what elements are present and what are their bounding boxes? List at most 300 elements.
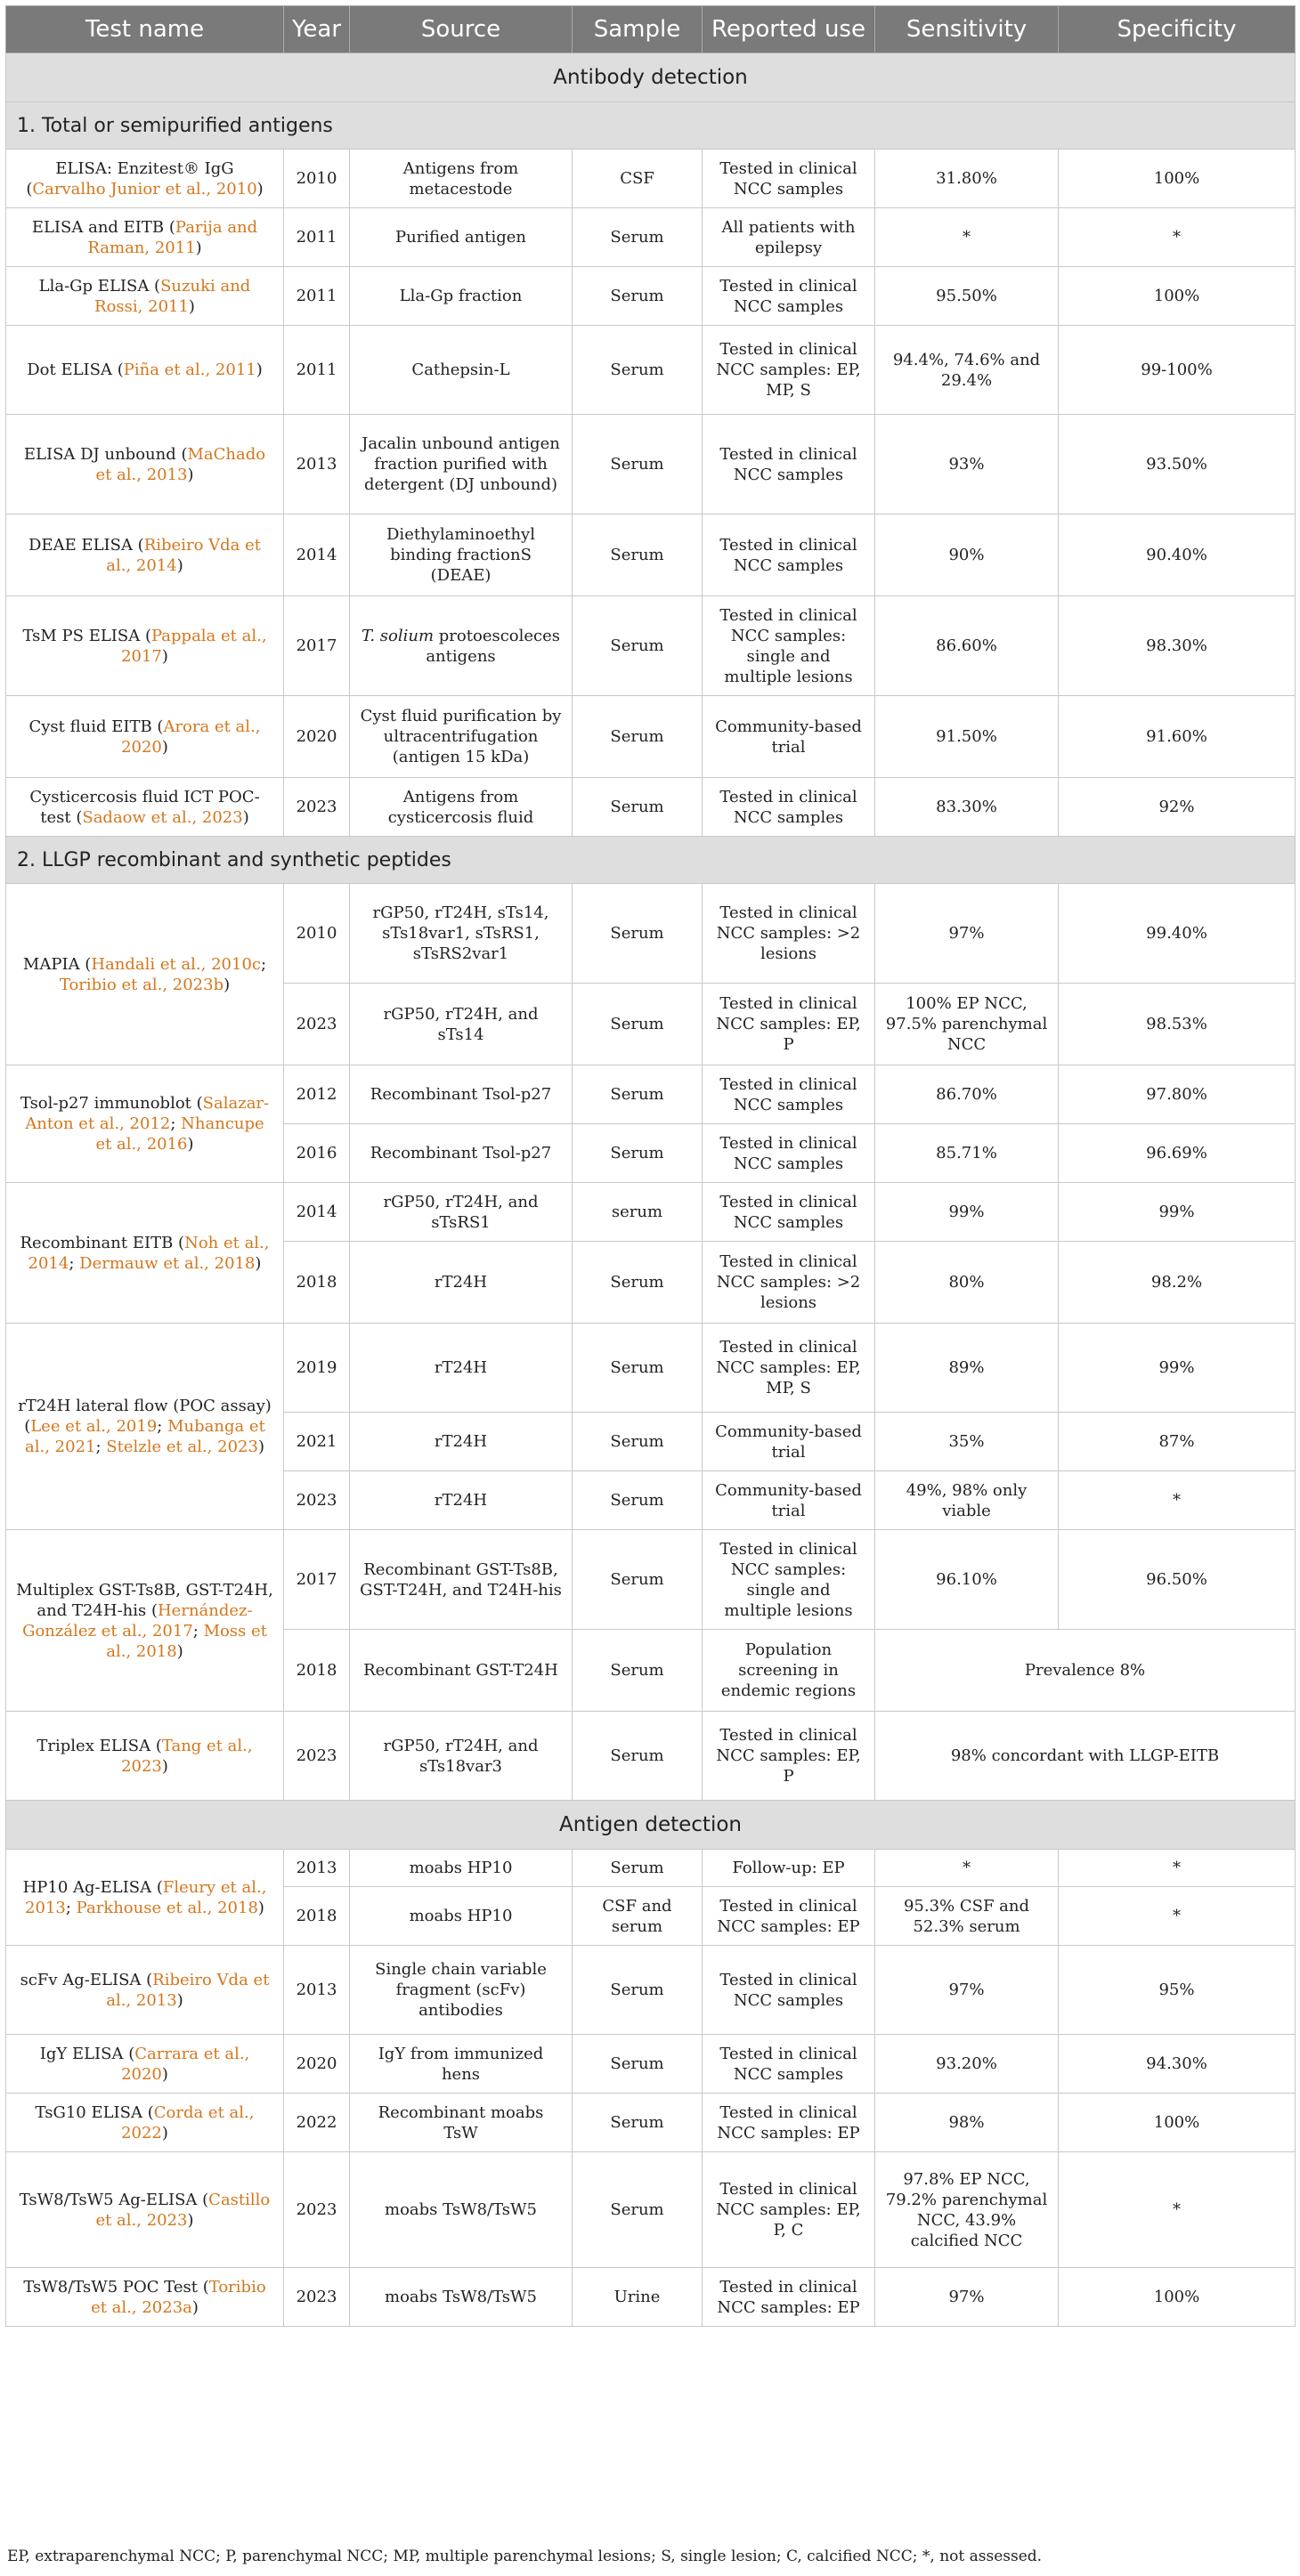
use-cell: Tested in clinical NCC samples: EP, MP, S	[703, 1324, 875, 1413]
test-name: ELISA: Enzitest® IgG (	[26, 158, 234, 198]
citation-link[interactable]: Nhancupe et al., 2016	[95, 1114, 264, 1154]
test-name: Cysticercosis fluid ICT POC-test (	[29, 787, 260, 827]
test-name-cell	[6, 267, 284, 326]
table-row	[6, 514, 1296, 596]
source-cell: rT24H	[350, 1413, 573, 1471]
use-cell: Community-based trial	[703, 696, 875, 778]
sensitivity-cell: 97%	[875, 2268, 1059, 2327]
citation-separator: ;	[170, 1114, 182, 1133]
sample-cell: Serum	[573, 267, 703, 326]
test-name-cell	[6, 150, 284, 208]
specificity-cell: 99%	[1059, 1183, 1296, 1242]
subsection-llgp-peptides: 2. LLGP recombinant and synthetic peptides	[6, 837, 1296, 884]
test-name-close: )	[195, 238, 202, 257]
specificity-cell: 97.80%	[1059, 1065, 1296, 1124]
specificity-cell: *	[1059, 1887, 1296, 1946]
use-cell: Tested in clinical NCC samples	[703, 150, 875, 208]
year-cell: 2020	[284, 696, 350, 778]
year-cell: 2013	[284, 1850, 350, 1887]
header-sensitivity: Sensitivity	[875, 6, 1059, 53]
specificity-cell: 98.53%	[1059, 984, 1296, 1065]
source-cell: Single chain variable fragment (scFv) antibodies	[350, 1946, 573, 2035]
source-cell: Recombinant GST-T24H	[350, 1630, 573, 1712]
source-cell: rGP50, rT24H, and sTs14	[350, 984, 573, 1065]
test-name-cell	[6, 596, 284, 696]
sensitivity-cell: 95.3% CSF and 52.3% serum	[875, 1887, 1059, 1946]
year-cell: 2023	[284, 2152, 350, 2268]
sample-cell: Serum	[573, 2152, 703, 2268]
sample-cell: Serum	[573, 514, 703, 596]
table-row	[6, 326, 1296, 415]
sample-cell: Serum	[573, 984, 703, 1065]
use-cell: Tested in clinical NCC samples: >2 lesions	[703, 1242, 875, 1324]
year-cell: 2021	[284, 1413, 350, 1471]
source-cell: Purified antigen	[350, 208, 573, 267]
source-cell: Cathepsin-L	[350, 326, 573, 415]
sensitivity-cell: 86.60%	[875, 596, 1059, 696]
test-name: ELISA and EITB (	[31, 217, 175, 237]
test-name: rT24H lateral flow (POC assay) (	[18, 1397, 272, 1436]
specificity-cell: 99%	[1059, 1324, 1296, 1413]
year-cell: 2022	[284, 2094, 350, 2152]
test-name-cell	[6, 2152, 284, 2268]
test-name-close: )	[256, 179, 264, 198]
sensitivity-cell: 99%	[875, 1183, 1059, 1242]
section-antibody-detection: Antibody detection	[6, 53, 1296, 102]
table-row	[6, 208, 1296, 267]
citation-link[interactable]: MaChado et al., 2013	[95, 444, 266, 484]
sample-cell: Serum	[573, 208, 703, 267]
specificity-cell: 92%	[1059, 778, 1296, 837]
specificity-cell: *	[1059, 1850, 1296, 1887]
year-cell: 2013	[284, 415, 350, 514]
year-cell: 2010	[284, 150, 350, 208]
test-name-cell	[6, 696, 284, 778]
test-name-close: )	[161, 2123, 168, 2143]
table-row	[6, 2035, 1296, 2094]
citation-link[interactable]: Pappala et al., 2017	[121, 626, 267, 666]
source-cell: rGP50, rT24H, sTs14, sTs18var1, sTsRS1, sTsRS2var1	[350, 884, 573, 984]
year-cell: 2020	[284, 2035, 350, 2094]
test-name-close: )	[257, 1898, 264, 1917]
citation-link[interactable]: Toribio et al., 2023b	[59, 975, 224, 994]
test-name-cell	[6, 415, 284, 514]
test-name-cell	[6, 208, 284, 267]
source-cell: Diethylaminoethyl binding fractionS (DEAE)	[350, 514, 573, 596]
source-cell: moabs TsW8/TsW5	[350, 2152, 573, 2268]
source-cell	[350, 596, 573, 696]
year-cell: 2023	[284, 778, 350, 837]
citation-link[interactable]: Hernández-González et al., 2017	[22, 1600, 253, 1640]
specificity-cell: 90.40%	[1059, 514, 1296, 596]
source-cell: Antigens from cysticercosis fluid	[350, 778, 573, 837]
use-cell: Tested in clinical NCC samples: EP, MP, S	[703, 326, 875, 415]
test-name-cell	[6, 326, 284, 415]
test-name-cell	[6, 2035, 284, 2094]
specificity-cell: 100%	[1059, 2094, 1296, 2152]
year-cell: 2011	[284, 267, 350, 326]
citation-link[interactable]: Stelzle et al., 2023	[106, 1438, 258, 1456]
sample-cell: Serum	[573, 884, 703, 984]
citation-link[interactable]: Toribio et al., 2023a	[91, 2277, 266, 2317]
specificity-cell: 100%	[1059, 267, 1296, 326]
year-cell: 2014	[284, 1183, 350, 1242]
test-name-cell	[6, 2268, 284, 2327]
citation-link[interactable]: Noh et al., 2014	[28, 1233, 270, 1273]
sample-cell: Serum	[573, 1065, 703, 1124]
specificity-cell: *	[1059, 208, 1296, 267]
year-cell: 2023	[284, 2268, 350, 2327]
test-name: TsG10 ELISA (	[35, 2102, 154, 2122]
test-name: Multiplex GST-Ts8B, GST-T24H, and T24H-his (	[16, 1580, 273, 1620]
test-name: Tsol-p27 immunoblot (	[20, 1094, 203, 1113]
source-cell: Lla-Gp fraction	[350, 267, 573, 326]
citation-separator: ;	[157, 1417, 168, 1436]
year-cell: 2017	[284, 596, 350, 696]
table-row	[6, 596, 1296, 696]
test-name-close: )	[188, 296, 195, 316]
table-row	[6, 1712, 1296, 1801]
sensitivity-cell: 95.50%	[875, 267, 1059, 326]
table-row	[6, 1324, 1296, 1413]
table-row	[6, 696, 1296, 778]
sample-cell: Serum	[573, 1124, 703, 1183]
specificity-cell: 95%	[1059, 1946, 1296, 2035]
sample-cell: Serum	[573, 1946, 703, 2035]
use-cell: Tested in clinical NCC samples	[703, 514, 875, 596]
citation-separator: ;	[95, 1438, 107, 1456]
table-row	[6, 267, 1296, 326]
sensitivity-cell: *	[875, 1850, 1059, 1887]
citation-link[interactable]: Lee et al., 2019	[30, 1417, 158, 1436]
test-name: HP10 Ag-ELISA (	[22, 1877, 163, 1897]
test-name-cell	[6, 1530, 284, 1712]
header-sample: Sample	[573, 6, 703, 53]
sensitivity-cell: 35%	[875, 1413, 1059, 1471]
use-cell: Tested in clinical NCC samples	[703, 1946, 875, 2035]
test-name-close: )	[161, 737, 168, 757]
sensitivity-cell: 89%	[875, 1324, 1059, 1413]
citation-link[interactable]: Mubanga et al., 2021	[25, 1417, 265, 1456]
sample-cell: Serum	[573, 2035, 703, 2094]
sample-cell: Serum	[573, 1413, 703, 1471]
use-cell: Tested in clinical NCC samples	[703, 1124, 875, 1183]
citation-link[interactable]: Salazar-Anton et al., 2012	[25, 1094, 270, 1133]
header-specificity: Specificity	[1059, 6, 1296, 53]
header-year: Year	[284, 6, 350, 53]
year-cell: 2011	[284, 208, 350, 267]
specificity-cell: 99.40%	[1059, 884, 1296, 984]
specificity-cell: 96.50%	[1059, 1530, 1296, 1630]
subsection-row-llgp	[6, 837, 1296, 884]
use-cell: All patients with epilepsy	[703, 208, 875, 267]
sensitivity-cell: 96.10%	[875, 1530, 1059, 1630]
test-name-close: )	[242, 807, 249, 827]
source-cell: Antigens from metacestode	[350, 150, 573, 208]
table-row	[6, 2094, 1296, 2152]
sensitivity-cell: 83.30%	[875, 778, 1059, 837]
header-test-name: Test name	[6, 6, 284, 53]
citation-link[interactable]: Piña et al., 2011	[123, 360, 256, 379]
merged-result-cell: Prevalence 8%	[875, 1630, 1296, 1712]
sensitivity-cell: 100% EP NCC, 97.5% parenchymal NCC	[875, 984, 1059, 1065]
merged-result-cell: 98% concordant with LLGP-EITB	[875, 1712, 1296, 1801]
header-source: Source	[350, 6, 573, 53]
specificity-cell: *	[1059, 2152, 1296, 2268]
test-name-close: )	[176, 1641, 183, 1661]
test-name-close: )	[255, 1253, 262, 1273]
table-row	[6, 1065, 1296, 1124]
table-row	[6, 1183, 1296, 1242]
sample-cell: Serum	[573, 1630, 703, 1712]
source-cell: rT24H	[350, 1471, 573, 1530]
year-cell: 2023	[284, 984, 350, 1065]
sample-cell: Urine	[573, 2268, 703, 2327]
citation-link[interactable]: Parkhouse et al., 2018	[76, 1898, 258, 1917]
source-cell: Recombinant moabs TsW	[350, 2094, 573, 2152]
test-name: MAPIA (	[22, 954, 92, 974]
source-cell: rT24H	[350, 1242, 573, 1324]
sample-cell: Serum	[573, 778, 703, 837]
table-row	[6, 1850, 1296, 1887]
year-cell: 2019	[284, 1324, 350, 1413]
table-row	[6, 2152, 1296, 2268]
sample-cell: Serum	[573, 1530, 703, 1630]
citation-link[interactable]: Tang et al., 2023	[121, 1736, 253, 1776]
year-cell: 2023	[284, 1471, 350, 1530]
specificity-cell: 93.50%	[1059, 415, 1296, 514]
use-cell: Tested in clinical NCC samples	[703, 1065, 875, 1124]
citation-link[interactable]: Moss et al., 2018	[106, 1621, 267, 1661]
specificity-cell: 100%	[1059, 150, 1296, 208]
test-name: Lla-Gp ELISA (	[38, 276, 161, 296]
table-row	[6, 150, 1296, 208]
sensitivity-cell: 97%	[875, 884, 1059, 984]
sensitivity-cell: 93%	[875, 415, 1059, 514]
year-cell: 2018	[284, 1242, 350, 1324]
test-name-cell	[6, 1183, 284, 1324]
sensitivity-cell: 90%	[875, 514, 1059, 596]
table-row	[6, 1530, 1296, 1630]
test-name-close: )	[257, 1438, 264, 1456]
use-cell: Tested in clinical NCC samples	[703, 267, 875, 326]
use-cell: Tested in clinical NCC samples: >2 lesions	[703, 884, 875, 984]
citation-separator: ;	[192, 1621, 204, 1640]
citation-link[interactable]: Ribeiro Vda et al., 2014	[106, 535, 261, 575]
sample-cell: Serum	[573, 1712, 703, 1801]
specificity-cell: 87%	[1059, 1413, 1296, 1471]
table-row	[6, 778, 1296, 837]
use-cell: Tested in clinical NCC samples: EP	[703, 2094, 875, 2152]
source-cell: moabs HP10	[350, 1850, 573, 1887]
test-name-close: )	[161, 2064, 168, 2084]
year-cell: 2011	[284, 326, 350, 415]
test-name: Cyst fluid EITB (	[28, 717, 164, 736]
source-text: protoescoleces antigens	[426, 626, 561, 666]
use-cell: Community-based trial	[703, 1471, 875, 1530]
sample-cell: Serum	[573, 1324, 703, 1413]
sensitivity-cell: 97%	[875, 1946, 1059, 2035]
source-cell: moabs HP10	[350, 1887, 573, 1946]
year-cell: 2012	[284, 1065, 350, 1124]
year-cell: 2023	[284, 1712, 350, 1801]
test-name: Triplex ELISA (	[37, 1736, 162, 1755]
citation-link[interactable]: Dermauw et al., 2018	[79, 1253, 256, 1273]
table-row	[6, 1946, 1296, 2035]
test-name-cell	[6, 1324, 284, 1530]
sensitivity-cell: *	[875, 208, 1059, 267]
specificity-cell: *	[1059, 1471, 1296, 1530]
use-cell: Population screening in endemic regions	[703, 1630, 875, 1712]
sensitivity-cell: 98%	[875, 2094, 1059, 2152]
specificity-cell: 96.69%	[1059, 1124, 1296, 1183]
section-row-antigen	[6, 1801, 1296, 1850]
citation-link[interactable]: Carvalho Junior et al., 2010	[32, 179, 257, 198]
test-name-cell	[6, 514, 284, 596]
test-name-close: )	[256, 360, 263, 379]
subsection-row-total	[6, 102, 1296, 150]
citation-link[interactable]: Handali et al., 2010c	[91, 954, 261, 974]
header-reported-use: Reported use	[703, 6, 875, 53]
species-name: T. solium	[361, 626, 435, 645]
test-name-close: )	[187, 465, 194, 484]
citation-link[interactable]: Castillo et al., 2023	[95, 2190, 271, 2230]
test-name-close: )	[176, 1990, 183, 2010]
sample-cell: Serum	[573, 415, 703, 514]
citation-link[interactable]: Corda et al., 2022	[121, 2102, 255, 2143]
use-cell: Tested in clinical NCC samples: EP, P	[703, 984, 875, 1065]
sensitivity-cell: 93.20%	[875, 2035, 1059, 2094]
sample-cell: Serum	[573, 1471, 703, 1530]
sensitivity-cell: 94.4%, 74.6% and 29.4%	[875, 326, 1059, 415]
test-name: TsW8/TsW5 Ag-ELISA (	[19, 2190, 209, 2209]
source-cell: rT24H	[350, 1324, 573, 1413]
use-cell: Follow-up: EP	[703, 1850, 875, 1887]
sensitivity-cell: 91.50%	[875, 696, 1059, 778]
sample-cell: Serum	[573, 2094, 703, 2152]
sensitivity-cell: 49%, 98% only viable	[875, 1471, 1059, 1530]
year-cell: 2013	[284, 1946, 350, 2035]
test-name: Dot ELISA (	[27, 360, 124, 379]
sample-cell: Serum	[573, 1242, 703, 1324]
test-name-cell	[6, 1946, 284, 2035]
test-name-cell	[6, 778, 284, 837]
use-cell: Tested in clinical NCC samples	[703, 778, 875, 837]
section-row-antibody	[6, 53, 1296, 102]
sample-cell: Serum	[573, 1850, 703, 1887]
test-name-cell	[6, 884, 284, 1065]
citation-link[interactable]: Carrara et al., 2020	[121, 2044, 250, 2084]
test-name-close: )	[223, 975, 231, 994]
source-cell: Recombinant GST-Ts8B, GST-T24H, and T24H-his	[350, 1530, 573, 1630]
sensitivity-cell: 85.71%	[875, 1124, 1059, 1183]
test-name-cell	[6, 1850, 284, 1946]
use-cell: Tested in clinical NCC samples	[703, 1183, 875, 1242]
citation-separator: ;	[261, 954, 267, 974]
source-cell: moabs TsW8/TsW5	[350, 2268, 573, 2327]
test-name-close: )	[187, 1135, 194, 1154]
table-row	[6, 415, 1296, 514]
header-row	[6, 6, 1296, 53]
sample-cell: CSF and serum	[573, 1887, 703, 1946]
specificity-cell: 98.2%	[1059, 1242, 1296, 1324]
test-name-close: )	[187, 2210, 194, 2230]
citation-link[interactable]: Arora et al., 2020	[121, 717, 261, 757]
table-footnote: EP, extraparenchymal NCC; P, parenchymal NCC; MP, multiple parenchymal lesions; S, single lesion; C, calcified NCC; *, not assessed.	[7, 2548, 1043, 2565]
citation-link[interactable]: Sadaow et al., 2023	[82, 807, 243, 827]
citation-link[interactable]: Fleury et al., 2013	[25, 1877, 267, 1917]
citation-separator: ;	[65, 1898, 77, 1917]
section-antigen-detection: Antigen detection	[6, 1801, 1296, 1850]
sample-cell: CSF	[573, 150, 703, 208]
citation-link[interactable]: Ribeiro Vda et al., 2013	[106, 1970, 270, 2010]
year-cell: 2016	[284, 1124, 350, 1183]
citation-link[interactable]: Parija and Raman, 2011	[87, 217, 258, 257]
source-cell: IgY from immunized hens	[350, 2035, 573, 2094]
test-name-close: )	[161, 646, 168, 666]
assay-table	[5, 5, 1296, 2327]
test-name: Recombinant EITB (	[20, 1233, 185, 1252]
test-name-cell	[6, 1712, 284, 1801]
source-cell: rGP50, rT24H, and sTsRS1	[350, 1183, 573, 1242]
test-name: TsW8/TsW5 POC Test (	[23, 2277, 209, 2297]
specificity-cell: 98.30%	[1059, 596, 1296, 696]
sample-cell: Serum	[573, 596, 703, 696]
sensitivity-cell: 86.70%	[875, 1065, 1059, 1124]
use-cell: Tested in clinical NCC samples	[703, 415, 875, 514]
sample-cell: serum	[573, 1183, 703, 1242]
test-name: scFv Ag-ELISA (	[20, 1970, 153, 1989]
use-cell: Tested in clinical NCC samples: single and multiple lesions	[703, 596, 875, 696]
citation-link[interactable]: Suzuki and Rossi, 2011	[94, 276, 251, 316]
test-name-close: )	[191, 2297, 199, 2317]
year-cell: 2018	[284, 1630, 350, 1712]
specificity-cell: 99-100%	[1059, 326, 1296, 415]
sensitivity-cell: 80%	[875, 1242, 1059, 1324]
use-cell: Tested in clinical NCC samples: EP, P, C	[703, 2152, 875, 2268]
source-cell: Recombinant Tsol-p27	[350, 1065, 573, 1124]
test-name-close: )	[161, 1756, 168, 1776]
citation-separator: ;	[69, 1253, 80, 1273]
year-cell: 2018	[284, 1887, 350, 1946]
use-cell: Tested in clinical NCC samples: EP	[703, 2268, 875, 2327]
sensitivity-cell: 97.8% EP NCC, 79.2% parenchymal NCC, 43.9% calcified NCC	[875, 2152, 1059, 2268]
test-name: TsM PS ELISA (	[22, 626, 151, 645]
table-row	[6, 884, 1296, 984]
use-cell: Tested in clinical NCC samples: EP	[703, 1887, 875, 1946]
use-cell: Tested in clinical NCC samples: single and multiple lesions	[703, 1530, 875, 1630]
table-row	[6, 2268, 1296, 2327]
subsection-total-antigens: 1. Total or semipurified antigens	[6, 102, 1296, 150]
specificity-cell: 91.60%	[1059, 696, 1296, 778]
year-cell: 2017	[284, 1530, 350, 1630]
source-cell: Recombinant Tsol-p27	[350, 1124, 573, 1183]
source-cell: rGP50, rT24H, and sTs18var3	[350, 1712, 573, 1801]
specificity-cell: 94.30%	[1059, 2035, 1296, 2094]
source-cell: Jacalin unbound antigen fraction purified with detergent (DJ unbound)	[350, 415, 573, 514]
test-name: ELISA DJ unbound (	[23, 444, 188, 464]
test-name: DEAE ELISA (	[28, 535, 144, 555]
year-cell: 2014	[284, 514, 350, 596]
sensitivity-cell: 31.80%	[875, 150, 1059, 208]
year-cell: 2010	[284, 884, 350, 984]
sample-cell: Serum	[573, 326, 703, 415]
test-name-close: )	[176, 555, 183, 575]
use-cell: Community-based trial	[703, 1413, 875, 1471]
test-name: IgY ELISA (	[39, 2044, 135, 2063]
test-name-cell	[6, 1065, 284, 1183]
use-cell: Tested in clinical NCC samples: EP, P	[703, 1712, 875, 1801]
